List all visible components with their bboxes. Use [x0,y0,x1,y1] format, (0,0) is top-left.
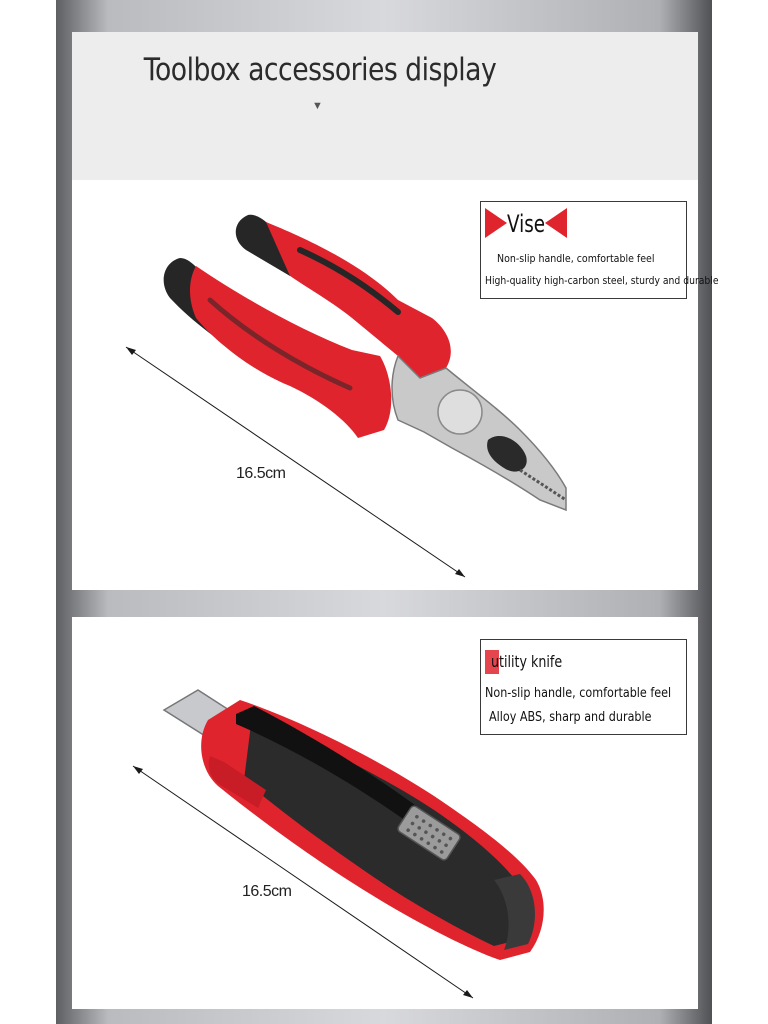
feature-line: Non-slip handle, comfortable feel [497,252,655,265]
feature-line: Non-slip handle, comfortable feel [485,686,672,701]
feature-line: Alloy ABS, sharp and durable [489,710,652,725]
page-title: Toolbox accessories display [143,52,497,88]
info-box-utility-knife [480,639,687,735]
product-name: utility knife [491,652,563,671]
dimension-label: 16.5cm [242,883,292,900]
dimension-label: 16.5cm [236,465,286,482]
product-name: Vise [507,210,546,238]
feature-line: High-quality high-carbon steel, sturdy and durable [485,274,719,287]
chevron-down-icon: ▼ [312,100,323,112]
